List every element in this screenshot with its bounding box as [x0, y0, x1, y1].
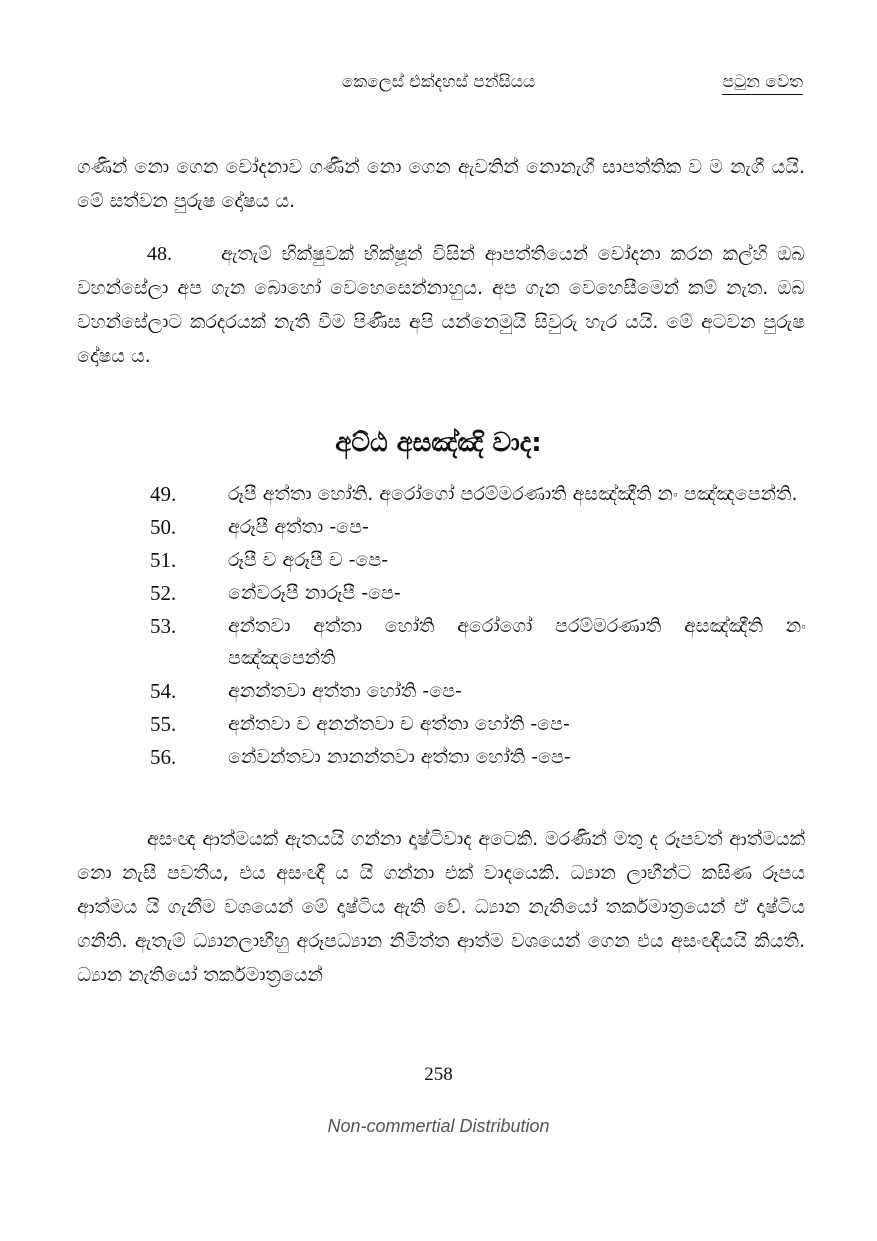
item-text: රූපී ච අරූපී ච -පෙ- — [228, 549, 389, 571]
item-number: 53. — [150, 614, 177, 638]
list-item — [150, 544, 806, 576]
item-text: අන්තවා ච අනන්තවා ච අත්තා හෝති -පෙ- — [228, 713, 570, 735]
paragraph-explanation: අසංඥ ආත්මයක් ඇතයයි ගන්නා දෘෂ්ටිවාද අටෙකි. මරණින් මතු ද රූපවත් ආත්මයක් නො නැසී පවතීය, එය අසංඥී ය යි ගන්නා එක් වාදයෙකි. ධ්‍යාන ලාභීන්ට කසිණ රූපය ආත්මය යි ගැනීම වශයෙන් මේ දෘෂ්ටිය ඇති වේ. ධ්‍යාන නැතියෝ තර්කමාත්‍රයෙන් ඒ දෘෂ්ටිය ගනිති. ඇතැම් ධ්‍යානලාභීහු අරූපධ්‍යාන නිමිත්ත ආත්ම වශයෙන් ගෙන එය අසංඥීයයි කියති. ධ්‍යාන නැතියෝ තර්කමාත්‍රයෙන් — [77, 828, 805, 986]
verse-list — [150, 478, 806, 774]
list-item — [150, 708, 806, 740]
item-text: නේවරූපී නාරූපී -පෙ- — [228, 582, 401, 604]
running-header-title: කෙලෙස් එක්දහස් පන්සියය — [341, 72, 536, 92]
item-text: නේවන්තවා නානන්තවා අත්තා හෝති -පෙ- — [228, 746, 571, 768]
item-text: රූපී අත්තා හෝති. අරෝගෝ පරම්මරණාති අසඤ්ඤීති නං පඤ්ඤපෙන්ති. — [228, 483, 798, 505]
item-text: අනන්තවා අත්තා හෝති -පෙ- — [228, 680, 462, 702]
section-heading: අට්ඨ අසඤ්ඤි වාද: — [335, 428, 542, 458]
item-number: 49. — [150, 482, 177, 506]
footer-note: Non-commertial Distribution — [327, 1116, 550, 1136]
item-number: 52. — [150, 581, 177, 605]
table-of-contents-link[interactable]: පටුන වෙත — [722, 72, 803, 95]
item-number: 56. — [150, 745, 177, 769]
list-item — [150, 478, 806, 510]
paragraph-continuation: ගණින් නො ගෙන චෝදනාව ගණින් නො ගෙන ඇවතින් නොනැගී සාපත්තික ව ම නැගී යයි. මේ සත්වන පුරුෂ දෝෂය ය. — [77, 156, 805, 212]
page-number: 258 — [424, 1064, 453, 1085]
item-number: 50. — [150, 515, 177, 539]
item-text: අන්තවා අත්තා හෝති අරෝගෝ පරම්මරණාති අසඤ්ඤීති නං පඤ්ඤපෙන්ති — [228, 615, 806, 669]
paragraph-number: 48. — [147, 243, 172, 265]
item-number: 55. — [150, 712, 177, 736]
list-item — [150, 511, 806, 543]
item-number: 54. — [150, 679, 177, 703]
list-item — [150, 741, 806, 773]
list-item — [150, 577, 806, 609]
paragraph-48 — [77, 237, 805, 373]
list-item — [150, 610, 806, 674]
list-item — [150, 675, 806, 707]
item-number: 51. — [150, 548, 177, 572]
paragraph-48-text: ඇතැම් භික්ෂුවක් භික්ෂූන් විසින් ආපත්තියෙන් චෝදනා කරන කල්හි ඔබ වහන්සේලා අප ගැන බොහෝ වෙහෙසෙන්නාහුය. අප ගැන වෙහෙසීමෙන් කම් නැත. ඔබ වහන්සේලාට කරදරයක් නැති වීම පිණිස අපි යන්නෙමුයි සිවුරු හැර යයි. මේ අටවන පුරුෂ දෝෂය ය. — [77, 243, 806, 367]
item-text: අරූපී අත්තා -පෙ- — [228, 516, 369, 538]
